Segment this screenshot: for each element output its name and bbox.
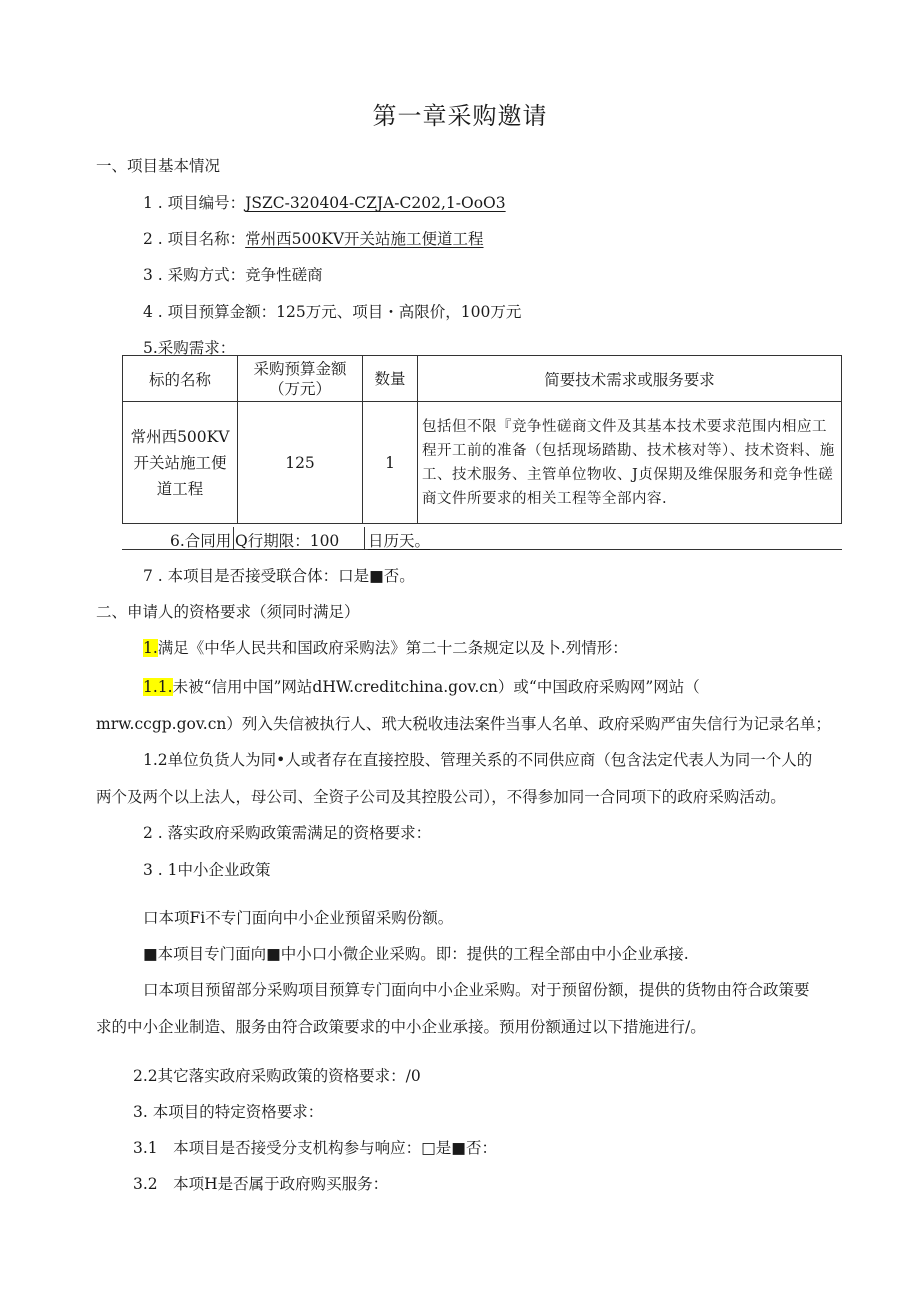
project-number-label: 1 . 项目编号： bbox=[143, 194, 246, 212]
policy-requirements: 2 . 落实政府采购政策需满足的资格要求： bbox=[143, 824, 432, 842]
sme-option-3-cont: 求的中小企业制造、服务由符合政策要求的中小企业承接。预用份额通过以下措施进行/。 bbox=[96, 1018, 706, 1036]
section1-heading: 一、项目基本情况 bbox=[96, 157, 221, 175]
project-name-label: 2 . 项目名称： bbox=[143, 230, 246, 248]
cell-quantity: 1 bbox=[363, 402, 418, 524]
qualification-1-1-text: 未被“信用中国”网站dHW.creditchina.gov.cn）或“中国政府采购网”网站（ bbox=[172, 678, 700, 696]
qualification-1-1 bbox=[143, 676, 700, 698]
cell-requirements: 包括但不限『竞争性磋商文件及其基本技术要求范围内相应工程开工前的准备（包括现场踏勘、技术核对等）、技术资料、施工、技术服务、主管单位物收、J贞保期及维保服务和竞争性磋商文件所要求的相关工程等全部内容. bbox=[418, 402, 842, 524]
other-policy: 2.2其它落实政府采购政策的资格要求：/0 bbox=[133, 1067, 421, 1085]
header-quantity: 数量 bbox=[363, 356, 418, 402]
consortium-line: 7 . 本项目是否接受联合体：口是■否。 bbox=[143, 567, 415, 585]
divider bbox=[364, 527, 365, 549]
qualification-1-1-cont: mrw.ccgp.gov.cn）列入失信被执行人、玳大税收违法案件当事人名单、政府采购严宙失信行为记录名单； bbox=[96, 715, 831, 733]
contract-period-value: Q行期限：100 bbox=[235, 532, 340, 550]
requirements-table bbox=[122, 355, 842, 524]
page-title: 第一章采购邀请 bbox=[372, 102, 548, 130]
divider bbox=[233, 527, 234, 549]
section2-heading: 二、申请人的资格要求（须同时满足） bbox=[96, 603, 360, 621]
project-name-line bbox=[143, 228, 484, 250]
specific-qualifications: 3. 本项目的特定资格要求： bbox=[133, 1103, 324, 1121]
contract-period-row bbox=[122, 527, 842, 550]
procurement-method: 3 . 采购方式：竞争性磋商 bbox=[143, 266, 323, 284]
project-number-value: JSZC-320404-CZJA-C202,1-OoO3 bbox=[245, 194, 506, 212]
qualification-1-2-cont: 两个及两个以上法人，母公司、全资子公司及其控股公司），不得参加同一合同项下的政府采购活动。 bbox=[96, 788, 786, 806]
header-requirements: 简要技术需求或服务要求 bbox=[418, 356, 842, 402]
sme-policy: 3 . 1中小企业政策 bbox=[143, 861, 271, 879]
requirements-label: 5.采购需求： bbox=[143, 339, 236, 357]
header-item-name: 标的名称 bbox=[123, 356, 238, 402]
contract-period-label: 6.合同用 bbox=[170, 532, 232, 550]
qualification-1-2: 1.2单位负货人为同•人或者存在直接控股、管理关系的不同供应商（包含法定代表人为同一个人的 bbox=[143, 751, 813, 769]
table-row bbox=[123, 402, 842, 524]
highlight-mark: 1.1. bbox=[143, 678, 173, 696]
cell-budget: 125 bbox=[238, 402, 363, 524]
sme-option-1: 口本项Fi不专门面向中小企业预留采购份额。 bbox=[143, 909, 454, 927]
highlight-mark: 1. bbox=[143, 639, 158, 657]
qualification-1 bbox=[143, 637, 628, 659]
header-budget: 采购预算金额（万元） bbox=[238, 356, 363, 402]
sme-option-2: ■本项目专门面向■中小口小微企业采购。即：提供的工程全部由中小企业承接. bbox=[143, 945, 689, 963]
sme-option-3: 口本项目预留部分采购项目预算专门面向中小企业采购。对于预留份额，提供的货物由符合政策要 bbox=[143, 981, 810, 999]
project-name-value: 常州西500KV开关站施工便道工程 bbox=[245, 230, 484, 248]
qualification-1-text: 满足《中华人民共和国政府采购法》第二十二条规定以及卜.列情形： bbox=[157, 639, 628, 657]
branch-participation: 3.1 本项目是否接受分支机构参与响应：□是■否： bbox=[133, 1139, 497, 1157]
government-service: 3.2 本项H是否属于政府购买服务： bbox=[133, 1175, 389, 1193]
cell-item-name: 常州西500KV开关站施工便道工程 bbox=[123, 402, 238, 524]
contract-period-unit: 日历天。 bbox=[368, 532, 431, 550]
project-number-line bbox=[143, 192, 506, 214]
table-header-row bbox=[123, 356, 842, 402]
budget-amount: 4 . 项目预算金额：125万元、项目・高限价，100万元 bbox=[143, 303, 522, 321]
